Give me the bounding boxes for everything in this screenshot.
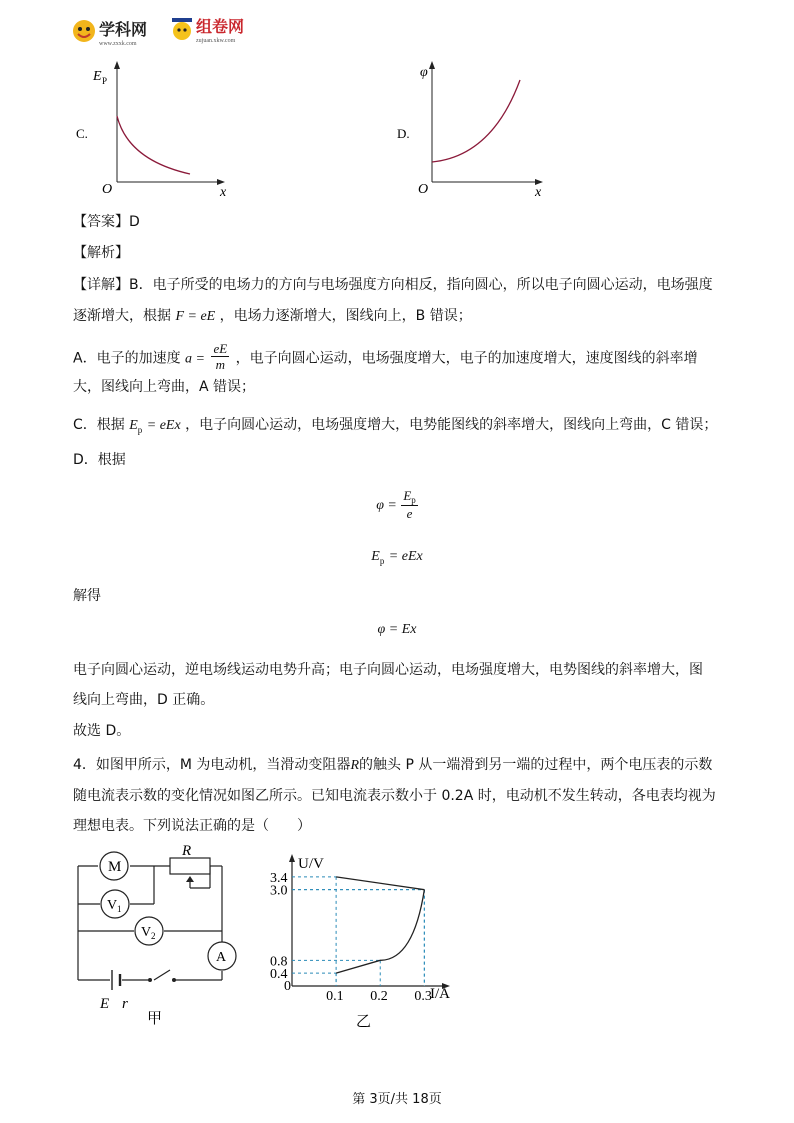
option-a-line-1: A．电子的加速度 a = $\frac{eE}{m}$ ，电子向圆心运动，电场强度增大，电子的加速度增大，速度图线的斜率增 xyxy=(73,341,698,372)
c-origin: O xyxy=(102,182,113,197)
circuit-caption: 甲 xyxy=(147,1011,163,1027)
chart-x-tick-2: 0.3 xyxy=(414,989,432,1004)
chart-series-v2 xyxy=(336,890,424,973)
solve-word: 解得 xyxy=(73,588,101,604)
formula-f-ee: F = eE xyxy=(175,309,216,324)
voltmeter-2-label: V xyxy=(141,925,152,940)
zxxk-logo xyxy=(72,18,162,46)
c-y-axis-label: E xyxy=(93,69,102,84)
chart-y-label: U/V xyxy=(298,856,324,872)
equation-phi-ep-e: φ = $\frac{E_p}{e}$ xyxy=(376,488,416,521)
internal-resistance-label: r xyxy=(122,996,128,1012)
choose-line: 故选 D。 xyxy=(73,723,131,739)
mortarboard-icon xyxy=(172,18,192,22)
d-y-axis-label: φ xyxy=(420,65,428,80)
chart-x-tick-1: 0.2 xyxy=(370,989,388,1004)
chart-y-tick-1: 3.0 xyxy=(270,883,288,899)
formula-a-fraction: $\frac{eE}{m}$ xyxy=(213,341,228,372)
voltmeter-1-label: V xyxy=(107,898,118,913)
resistor-icon xyxy=(170,858,210,874)
logo1-url: www.zxxk.com xyxy=(99,41,137,46)
ammeter-label: A xyxy=(216,950,227,965)
d-curve xyxy=(432,80,520,162)
c-y-axis-sub: P xyxy=(102,76,108,86)
slider-arrow-icon xyxy=(186,876,194,882)
option-a-line-2: 大，图线向上弯曲，A 错误； xyxy=(73,379,256,395)
chart-x-label: I/A xyxy=(430,986,450,1002)
page-number: 第 3页/共 18页 xyxy=(352,1092,442,1107)
analysis-title: 【解析】 xyxy=(73,245,129,261)
ui-chart xyxy=(270,852,470,1036)
c-curve xyxy=(117,116,190,174)
answer-line: 【答案】D xyxy=(73,214,140,230)
resistor-label: R xyxy=(182,843,192,859)
q4-line-3: 理想电表。下列说法正确的是（ ） xyxy=(73,818,311,834)
option-d-analysis: D．根据 xyxy=(73,452,126,468)
logo2-name: 组卷网 xyxy=(196,19,245,36)
zujuan-logo xyxy=(170,14,270,46)
conclusion-line-2: 线向上弯曲，D 正确。 xyxy=(73,692,215,708)
q4-line-1: 4．如图甲所示，M 为电动机，当滑动变阻器R的触头 P 从一端滑到另一端的过程中，两个电压表的示数 xyxy=(73,757,713,773)
c-x-axis-label: x xyxy=(220,185,227,200)
graph-c xyxy=(70,58,240,207)
formula-ep-c: E xyxy=(129,418,138,433)
voltmeter-2-sub: 2 xyxy=(151,931,156,941)
option-c-analysis: C．根据 $E_p$ = eEx ，电子向圆心运动，电场强度增大，电势能图线的斜率增大，图线向上弯曲，C 错误； xyxy=(73,417,718,435)
logo-face-icon xyxy=(73,20,95,42)
d-origin: O xyxy=(418,182,429,197)
detail-line-1: 【详解】B．电子所受的电场力的方向与电场强度方向相反，指向圆心，所以电子向圆心运动，电场强度 xyxy=(73,277,713,293)
motor-label: M xyxy=(108,859,122,875)
option-c-label: C. xyxy=(76,126,88,141)
option-d-label: D. xyxy=(397,126,410,141)
chart-y-tick-2: 0.8 xyxy=(270,954,288,970)
conclusion-line-1: 电子向圆心运动，逆电场线运动电势升高；电子向圆心运动，电场强度增大，电势图线的斜率增大，图 xyxy=(73,662,703,678)
switch-icon xyxy=(148,978,152,982)
chart-caption: 乙 xyxy=(356,1014,372,1030)
chart-x-tick-0: 0.1 xyxy=(326,989,344,1004)
chart-series-v1 xyxy=(336,877,424,890)
q4-line-2: 随电流表示数的变化情况如图乙所示。已知电流表示数小于 0.2A 时，电动机不发生转动，各电表均视为 xyxy=(73,788,716,804)
circuit-diagram xyxy=(70,838,250,1032)
equation-phi-ex: φ = Ex xyxy=(377,622,417,637)
graph-d xyxy=(392,58,562,207)
equation-ep-eex: $E_p$ = eEx xyxy=(371,549,423,566)
chart-y-tick-0: 3.4 xyxy=(270,870,288,886)
logo2-url: zujuan.xkw.com xyxy=(196,38,236,44)
formula-a-lhs: a = xyxy=(185,351,205,367)
emf-label: E xyxy=(100,996,110,1012)
chart-origin: 0 xyxy=(284,979,291,994)
logo1-name: 学科网 xyxy=(99,22,148,39)
detail-line-2: 逐渐增大，根据 F = eE ，电场力逐渐增大，图线向上，B 错误； xyxy=(73,308,472,324)
voltmeter-1-sub: 1 xyxy=(117,904,122,914)
chart-y-tick-3: 0.4 xyxy=(270,967,288,983)
d-x-axis-label: x xyxy=(535,185,542,200)
